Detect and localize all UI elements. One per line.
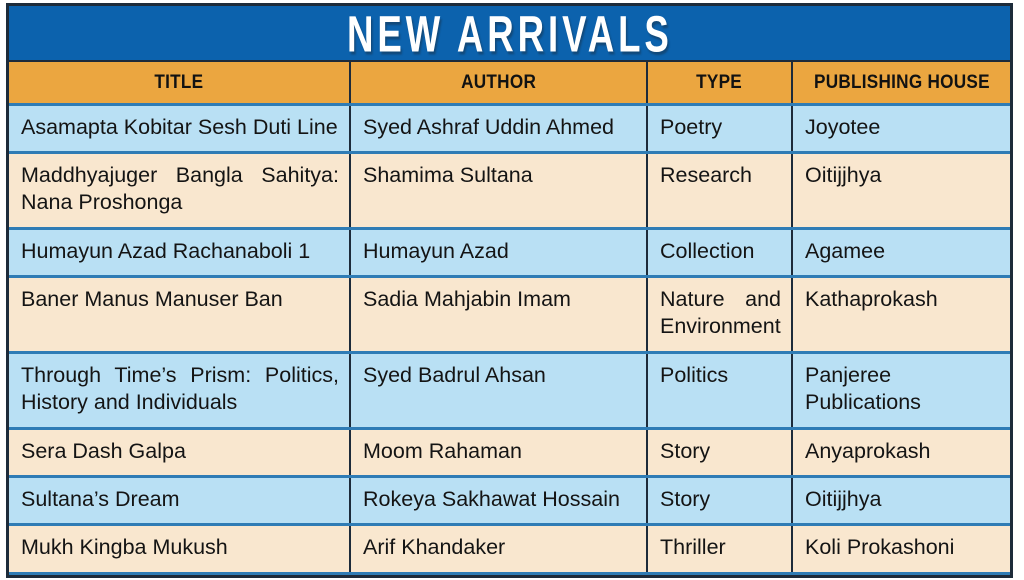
new-arrivals-table [6, 3, 1013, 578]
cell-type: Poetry [647, 104, 792, 152]
cell-title: Sera Dash Galpa [9, 428, 350, 476]
column-header-publishing-house [792, 62, 1010, 104]
cell-type: Story [647, 477, 792, 525]
cell-type: Research [647, 152, 792, 228]
cell-title: Through Time’s Prism: Politics, History and Individuals [9, 352, 350, 428]
table-row [9, 477, 1010, 525]
cell-author: Arif Khandaker [350, 525, 647, 574]
books-table [9, 62, 1010, 575]
column-header-author-label: AUTHOR [461, 70, 536, 93]
table-row [9, 228, 1010, 276]
table-row [9, 525, 1010, 574]
cell-type: Politics [647, 352, 792, 428]
cell-publisher: Kathaprokash [792, 277, 1010, 353]
column-header-type-label: TYPE [696, 70, 743, 93]
table-title-bar [9, 6, 1010, 62]
table-header-row [9, 62, 1010, 104]
table-row [9, 352, 1010, 428]
cell-author: Rokeya Sakhawat Hossain [350, 477, 647, 525]
cell-title: Sultana’s Dream [9, 477, 350, 525]
page-title: NEW ARRIVALS [346, 6, 673, 62]
column-header-author [350, 62, 647, 104]
cell-author: Moom Rahaman [350, 428, 647, 476]
cell-publisher: Joyotee [792, 104, 1010, 152]
cell-author: Humayun Azad [350, 228, 647, 276]
cell-type: Story [647, 428, 792, 476]
cell-publisher: Oitijjhya [792, 477, 1010, 525]
cell-publisher: Agamee [792, 228, 1010, 276]
table-row [9, 277, 1010, 353]
cell-title: Humayun Azad Rachanaboli 1 [9, 228, 350, 276]
column-header-type [647, 62, 792, 104]
table-row [9, 104, 1010, 152]
cell-author: Syed Badrul Ahsan [350, 352, 647, 428]
column-header-title [9, 62, 350, 104]
cell-author: Shamima Sultana [350, 152, 647, 228]
cell-author: Syed Ashraf Uddin Ahmed [350, 104, 647, 152]
table-body [9, 104, 1010, 574]
cell-author: Sadia Mahjabin Imam [350, 277, 647, 353]
cell-publisher: Koli Prokashoni [792, 525, 1010, 574]
column-header-publishing-house-label: PUBLISHING HOUSE [813, 70, 990, 93]
cell-publisher: Panjeree Publications [792, 352, 1010, 428]
cell-publisher: Oitijjhya [792, 152, 1010, 228]
cell-title: Maddhyajuger Bangla Sahitya: Nana Proshonga [9, 152, 350, 228]
cell-title: Asamapta Kobitar Sesh Duti Line [9, 104, 350, 152]
cell-type: Thriller [647, 525, 792, 574]
column-header-title-label: TITLE [154, 70, 204, 93]
cell-title: Mukh Kingba Mukush [9, 525, 350, 574]
cell-type: Nature and Environment [647, 277, 792, 353]
table-row [9, 428, 1010, 476]
cell-type: Collection [647, 228, 792, 276]
cell-publisher: Anyaprokash [792, 428, 1010, 476]
table-row [9, 152, 1010, 228]
cell-title: Baner Manus Manuser Ban [9, 277, 350, 353]
